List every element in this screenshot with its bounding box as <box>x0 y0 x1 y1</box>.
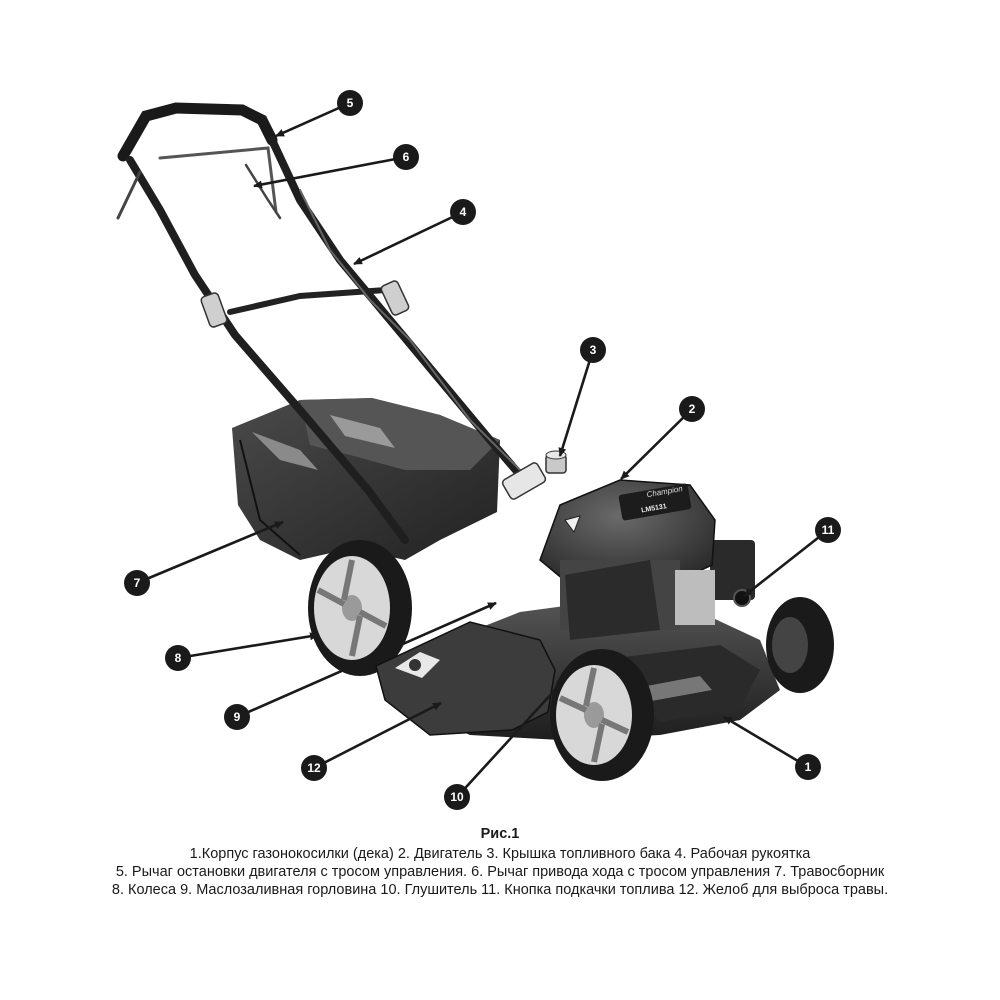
front-wheel-left <box>550 649 654 781</box>
callout-3 <box>580 337 606 363</box>
engine-model-label: LM5131 <box>640 503 668 515</box>
callout-number: 4 <box>459 205 467 219</box>
callout-number: 8 <box>174 651 182 665</box>
callout-number: 3 <box>589 343 597 357</box>
leader-line-4 <box>354 212 463 264</box>
rear-wheel <box>308 540 412 676</box>
callout-number: 7 <box>133 576 141 590</box>
callout-number: 2 <box>688 402 696 416</box>
caption-line-1: 1.Корпус газонокосилки (дека) 2. Двигатель 3. Крышка топливного бака 4. Рабочая рукоятка <box>189 846 811 862</box>
leader-line-12 <box>314 703 441 768</box>
leader-line-7 <box>137 522 283 583</box>
callout-5 <box>337 90 363 116</box>
figure-title: Рис.1 <box>480 826 520 842</box>
engine <box>540 480 755 640</box>
leader-line-3 <box>560 350 593 456</box>
callout-2 <box>679 396 705 422</box>
callout-number: 5 <box>346 96 354 110</box>
engine-brand-label: Champion <box>645 484 684 500</box>
callout-number: 12 <box>307 761 321 775</box>
leader-line-1 <box>724 717 808 767</box>
callout-8 <box>165 645 191 671</box>
caption-line-2: 5. Рычаг остановки двигателя с тросом управления. 6. Рычаг привода хода с тросом управления 7. Травосборник <box>115 864 885 880</box>
leader-line-11 <box>744 530 828 596</box>
front-wheel-right <box>766 597 834 693</box>
callout-6 <box>393 144 419 170</box>
caption-line-3: 8. Колеса 9. Маслозаливная горловина 10. Глушитель 11. Кнопка подкачки топлива 12. Желоб для выброса травы. <box>111 882 889 898</box>
callout-number: 11 <box>821 523 835 537</box>
callout-9 <box>224 704 250 730</box>
callout-12 <box>301 755 327 781</box>
leader-line-6 <box>254 157 406 186</box>
leader-line-2 <box>621 409 692 479</box>
callout-1 <box>795 754 821 780</box>
callout-number: 1 <box>804 760 812 774</box>
callout-11 <box>815 517 841 543</box>
grass-catcher <box>232 398 500 560</box>
callout-7 <box>124 570 150 596</box>
callout-number: 10 <box>450 790 464 804</box>
leader-line-8 <box>178 635 318 658</box>
fuel-cap <box>546 451 566 473</box>
callout-number: 6 <box>402 150 410 164</box>
callout-4 <box>450 199 476 225</box>
callout-number: 9 <box>233 710 241 724</box>
callout-10 <box>444 784 470 810</box>
